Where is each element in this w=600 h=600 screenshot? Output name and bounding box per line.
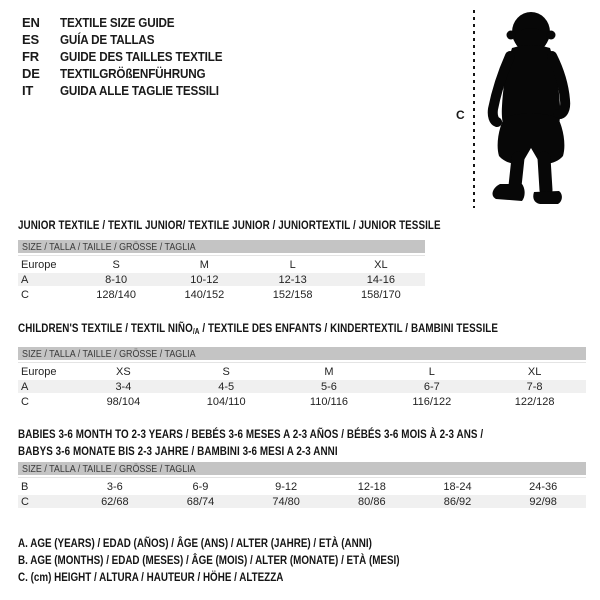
table-row-height: C 62/68 68/74 74/80 80/86 86/92 92/98: [18, 495, 586, 508]
footnote-a: A. AGE (YEARS) / EDAD (AÑOS) / ÂGE (ANS) / ALTER (JAHRE) / ETÀ (ANNI): [18, 536, 372, 550]
footnote-c: C. (cm) HEIGHT / ALTURA / HAUTEUR / HÖHE / ALTEZZA: [18, 570, 284, 584]
language-row-es: [22, 31, 240, 48]
title-subscript: /A: [192, 327, 200, 336]
language-row-it: [22, 82, 240, 99]
junior-section-title: JUNIOR TEXTILE / TEXTIL JUNIOR/ TEXTILE JUNIOR / JUNIORTEXTIL / JUNIOR TESSILE: [18, 218, 441, 232]
children-size-table: [18, 347, 586, 410]
size-header-bar: [18, 240, 425, 253]
language-row-en: [22, 14, 240, 31]
language-code: EN: [22, 15, 40, 30]
height-measure-dotted-line: [473, 10, 475, 208]
size-header-label: SIZE / TALLA / TAILLE / GRÖSSE / TAGLIA: [22, 240, 196, 253]
language-title: GUIDA ALLE TAGLIE TESSILI: [60, 83, 219, 98]
language-code: IT: [22, 83, 34, 98]
language-title: GUÍA DE TALLAS: [60, 32, 155, 47]
baby-silhouette-icon: [482, 6, 578, 208]
language-code: FR: [22, 49, 39, 64]
language-title: TEXTILGRÖßENFÜHRUNG: [60, 66, 206, 81]
table-row-region: Europe XS S M L XL: [18, 362, 586, 380]
legend-footnotes: [18, 535, 483, 586]
language-row-de: [22, 65, 240, 82]
table-row-age: A 3-4 4-5 5-6 6-7 7-8: [18, 380, 586, 393]
language-title: GUIDE DES TAILLES TEXTILE: [60, 49, 223, 64]
table-row-height: C 128/140 140/152 152/158 158/170: [21, 288, 401, 301]
size-header-bar: [18, 462, 586, 475]
size-header-label: SIZE / TALLA / TAILLE / GRÖSSE / TAGLIA: [22, 347, 196, 360]
language-list: [22, 14, 240, 99]
children-section-title: CHILDREN'S TEXTILE / TEXTIL $NIÑO_{/A}$ / TEXTILE DES ENFANTS / KINDERTEXTIL / BAMBINI TESSILE: [18, 321, 499, 336]
language-code: ES: [22, 32, 39, 47]
language-title: TEXTILE SIZE GUIDE: [60, 15, 175, 30]
size-header-label: SIZE / TALLA / TAILLE / GRÖSSE / TAGLIA: [22, 462, 196, 475]
size-header-bar: [18, 347, 586, 360]
table-row-region: Europe S M L XL: [18, 255, 425, 273]
footnote-b: B. AGE (MONTHS) / EDAD (MESES) / ÂGE (MOIS) / ALTER (MONATE) / ETÀ (MESI): [18, 553, 400, 567]
babies-size-table: [18, 462, 586, 508]
table-row-height: C 98/104 104/110 110/116 116/122 122/128: [21, 395, 555, 408]
language-row-fr: [22, 48, 240, 65]
language-code: DE: [22, 66, 40, 81]
table-row-age-months: B 3-6 6-9 9-12 12-18 18-24 24-36: [18, 477, 586, 495]
height-measure-label: C: [456, 108, 465, 122]
junior-size-table: [18, 240, 425, 303]
babies-section-title: BABIES 3-6 MONTH TO 2-3 YEARS / BEBÉS 3-6 MESES A 2-3 AÑOS / BÉBÉS 3-6 MOIS À 2-3 ANS / BABYS 3-6 MONATE BIS 2-3 JAHRE / BAMBINI 3-6 MESI A 2-3 ANNI: [18, 427, 484, 458]
table-row-age: A 8-10 10-12 12-13 14-16: [18, 273, 425, 286]
